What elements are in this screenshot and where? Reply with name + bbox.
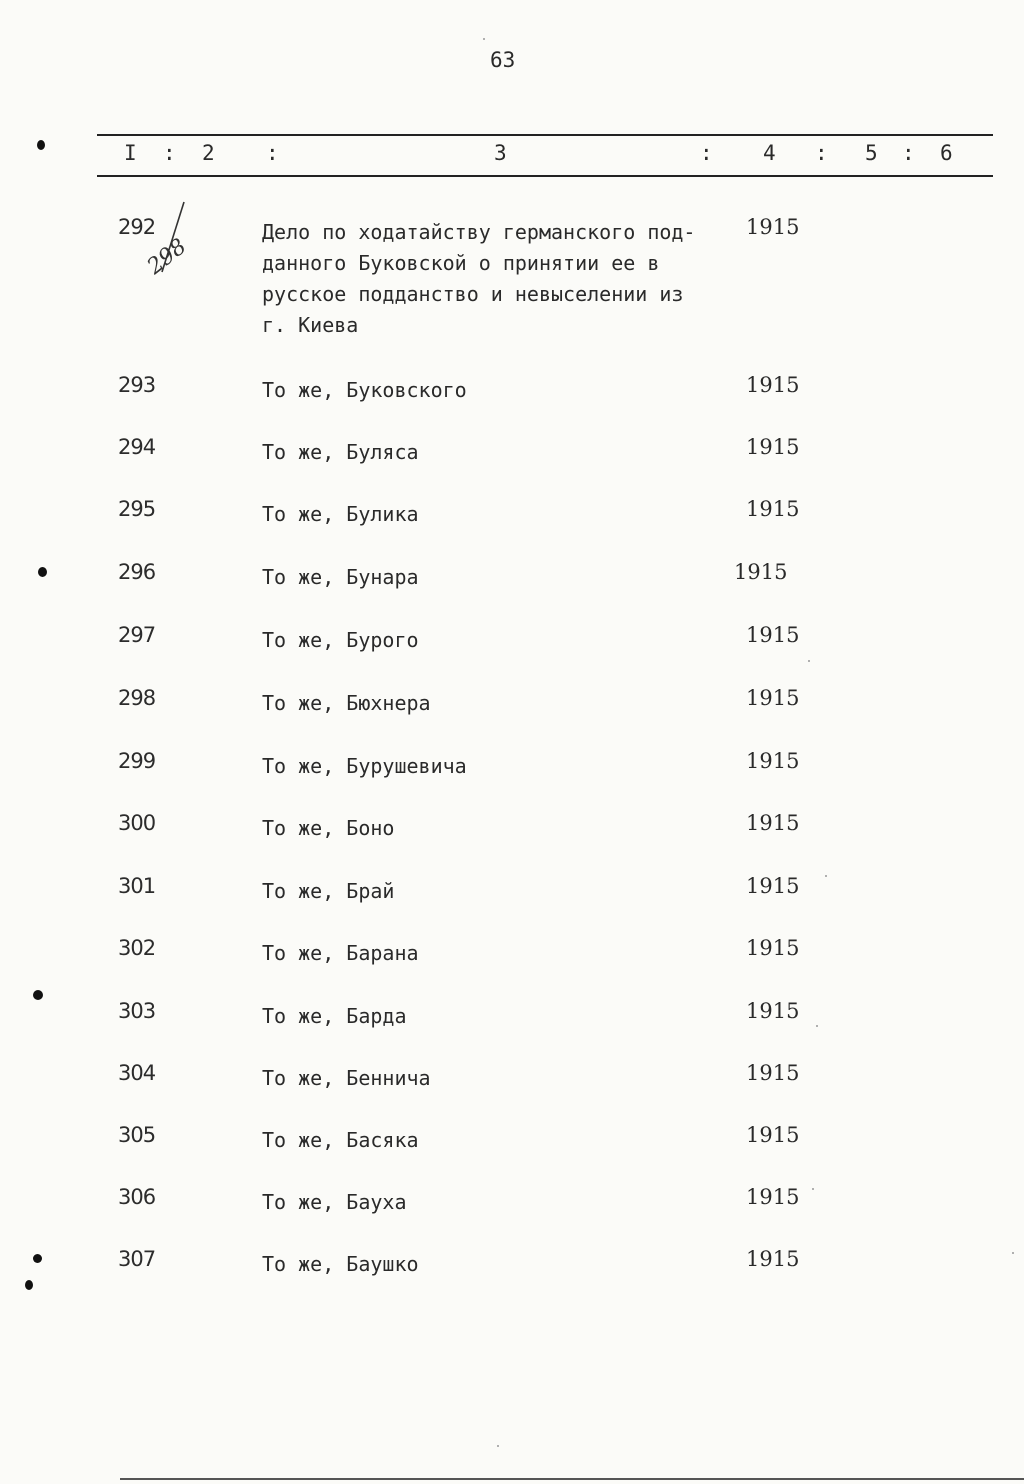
row-number: 298 xyxy=(118,686,156,710)
table-row xyxy=(0,623,1024,663)
row-title: То же, Бауха xyxy=(262,1190,407,1214)
speck xyxy=(808,660,810,662)
row-title: То же, Беннича xyxy=(262,1066,431,1090)
page-number: 63 xyxy=(490,48,516,72)
row-number: 302 xyxy=(118,936,156,960)
row-number: 297 xyxy=(118,623,156,647)
row-title: То же, Барда xyxy=(262,1004,407,1028)
speck xyxy=(483,38,485,40)
row-year: 1915 xyxy=(746,215,800,239)
row-number: 293 xyxy=(118,373,156,397)
row-number: 306 xyxy=(118,1185,156,1209)
row-year: 1915 xyxy=(746,999,800,1023)
punch-hole-mark xyxy=(25,1280,33,1290)
punch-hole-mark xyxy=(38,567,47,577)
table-row xyxy=(0,1185,1024,1225)
row-year: 1915 xyxy=(746,1123,800,1147)
speck xyxy=(812,1188,814,1190)
header-rule-bottom xyxy=(97,175,993,177)
table-row xyxy=(0,1061,1024,1101)
header-separator: : xyxy=(700,141,713,165)
table-row xyxy=(0,373,1024,413)
row-year: 1915 xyxy=(746,373,800,397)
row-title: То же, Бурушевича xyxy=(262,754,467,778)
speck xyxy=(497,1445,499,1447)
row-title: То же, Бюхнера xyxy=(262,691,431,715)
row-title: То же, Буляса xyxy=(262,440,419,464)
row-year: 1915 xyxy=(746,623,800,647)
table-row xyxy=(0,811,1024,851)
row-title: То же, Барана xyxy=(262,941,419,965)
row-year: 1915 xyxy=(746,936,800,960)
header-col-3: 3 xyxy=(494,141,507,165)
header-rule-top xyxy=(97,134,993,136)
row-number: 305 xyxy=(118,1123,156,1147)
row-title: То же, Булика xyxy=(262,502,419,526)
table-row xyxy=(0,435,1024,475)
table-row xyxy=(0,874,1024,914)
punch-hole-mark xyxy=(33,990,43,1000)
row-title: То же, Басяка xyxy=(262,1128,419,1152)
row-year: 1915 xyxy=(746,811,800,835)
handwritten-annotation-text: 298 xyxy=(142,234,192,280)
row-number: 299 xyxy=(118,749,156,773)
row-title: То же, Баушко xyxy=(262,1252,419,1276)
row-number: 300 xyxy=(118,811,156,835)
row-year: 1915 xyxy=(746,1185,800,1209)
speck xyxy=(816,1025,818,1027)
row-year: 1915 xyxy=(746,686,800,710)
header-col-1: I xyxy=(124,141,137,165)
row-number: 295 xyxy=(118,497,156,521)
header-separator: : xyxy=(902,141,915,165)
punch-hole-mark xyxy=(33,1254,42,1263)
table-row xyxy=(0,1247,1024,1287)
punch-hole-mark xyxy=(37,140,45,150)
table-row xyxy=(0,999,1024,1039)
table-row xyxy=(0,936,1024,976)
table-row xyxy=(0,749,1024,789)
header-separator: : xyxy=(266,141,279,165)
header-separator: : xyxy=(163,141,176,165)
row-title: То же, Бунара xyxy=(262,565,419,589)
table-row xyxy=(0,1123,1024,1163)
row-year: 1915 xyxy=(734,560,788,584)
page-bottom-edge xyxy=(120,1478,1024,1480)
row-year: 1915 xyxy=(746,874,800,898)
speck xyxy=(1012,1252,1014,1254)
row-number: 294 xyxy=(118,435,156,459)
row-number: 296 xyxy=(118,560,156,584)
row-year: 1915 xyxy=(746,435,800,459)
row-title: Дело по ходатайству германского под- данного Буковской о принятии ее в русское подданство и невыселении из г. Киева xyxy=(262,220,696,337)
row-year: 1915 xyxy=(746,1247,800,1271)
row-title: То же, Боно xyxy=(262,816,395,840)
speck xyxy=(825,875,827,877)
row-year: 1915 xyxy=(746,497,800,521)
header-col-2: 2 xyxy=(202,141,215,165)
row-year: 1915 xyxy=(746,749,800,773)
row-number: 292 xyxy=(118,215,156,239)
row-year: 1915 xyxy=(746,1061,800,1085)
header-col-4: 4 xyxy=(763,141,776,165)
row-number: 304 xyxy=(118,1061,156,1085)
row-number: 301 xyxy=(118,874,156,898)
header-separator: : xyxy=(815,141,828,165)
table-row xyxy=(0,686,1024,726)
row-title: То же, Буковского xyxy=(262,378,467,402)
row-title: То же, Брай xyxy=(262,879,395,903)
table-row xyxy=(0,497,1024,537)
header-col-6: 6 xyxy=(940,141,953,165)
row-number: 303 xyxy=(118,999,156,1023)
row-number: 307 xyxy=(118,1247,156,1271)
header-col-5: 5 xyxy=(865,141,878,165)
row-title: То же, Бурого xyxy=(262,628,419,652)
table-row xyxy=(0,560,1024,600)
